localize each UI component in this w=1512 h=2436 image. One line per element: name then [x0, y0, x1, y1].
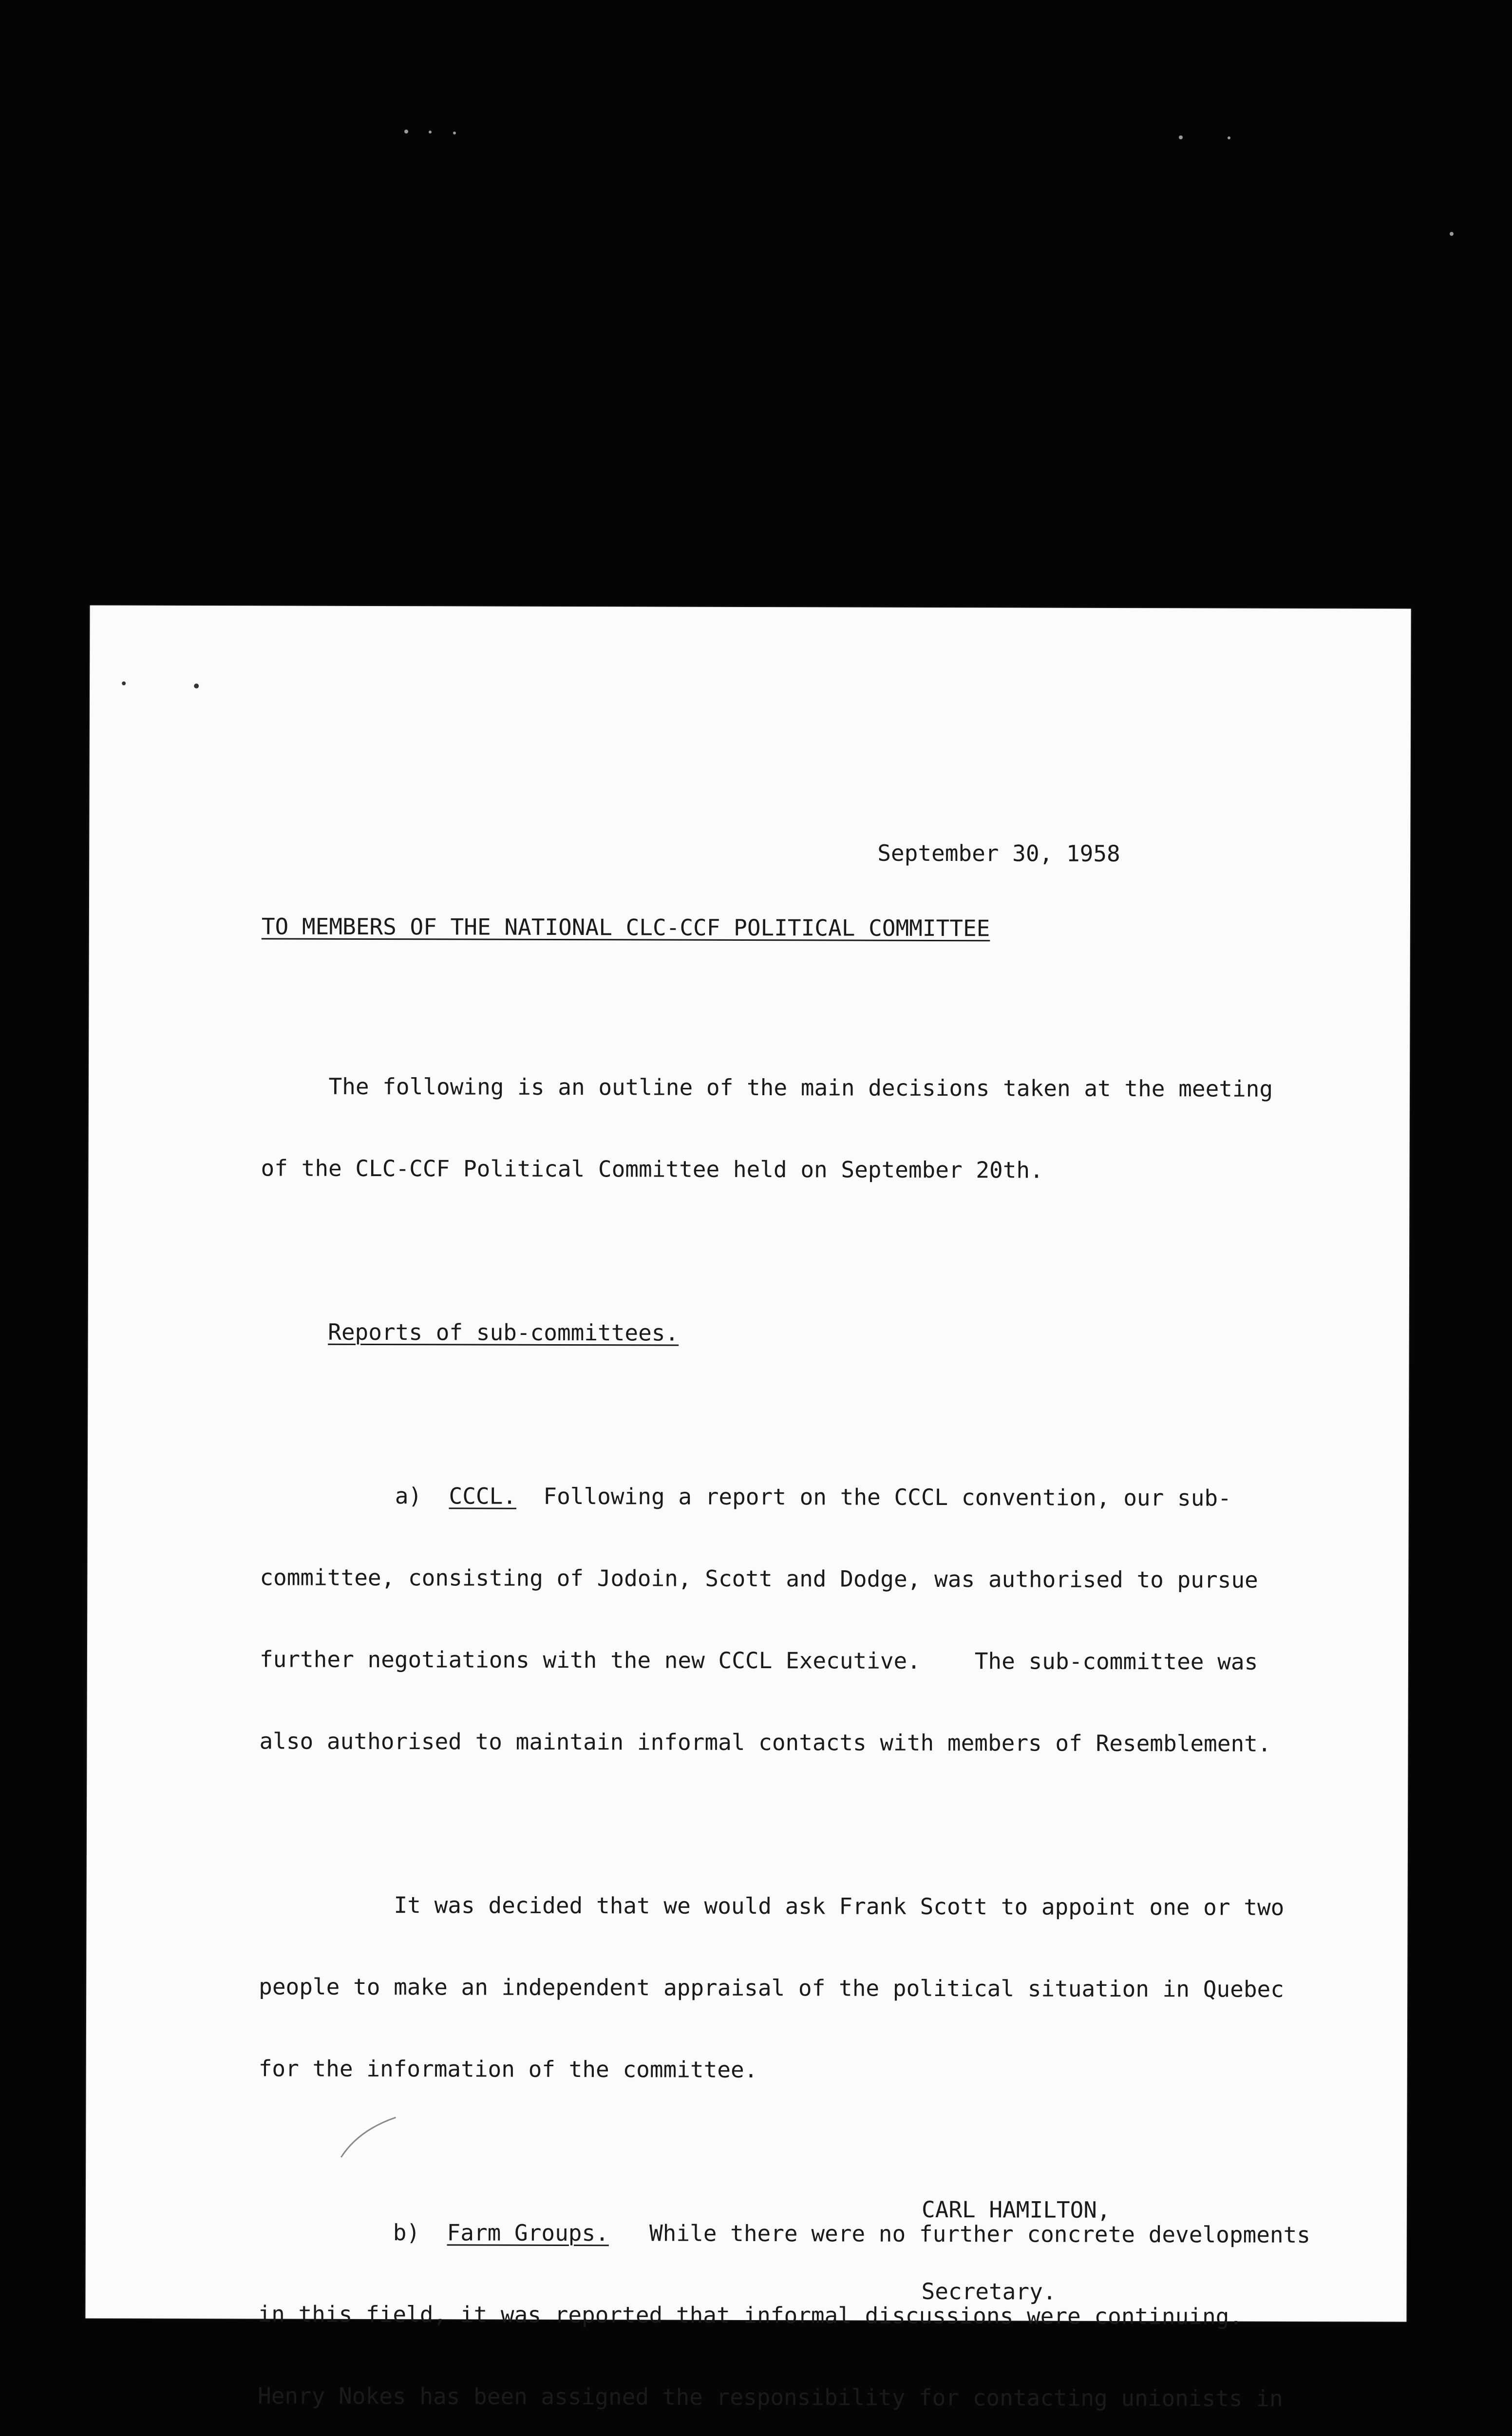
letter-addressee: TO MEMBERS OF THE NATIONAL CLC-CCF POLITICAL COMMITTEE	[261, 913, 990, 942]
page-speck	[194, 684, 199, 688]
signature-title: Secretary.	[921, 2278, 1057, 2305]
body-line: in this field, it was reported that informal discussions were continuing.	[258, 2301, 1243, 2330]
section-heading-reports: Reports of sub-committees.	[328, 1318, 679, 1346]
film-speck	[1228, 136, 1230, 139]
page-speck	[122, 682, 126, 685]
film-speck	[1179, 135, 1183, 139]
letter-page	[85, 605, 1411, 2412]
pen-stroke-mark	[339, 2115, 397, 2159]
body-line: of the CLC-CCF Political Committee held on September 20th.	[261, 1155, 1043, 1183]
item-cccl: a) CCCL. Following a report on the CCCL convention, our sub-	[260, 1482, 1231, 1511]
film-speck	[429, 131, 432, 133]
body-line: people to make an independent appraisal of the political situation in Quebec	[259, 1973, 1285, 2002]
body-line: further negotiations with the new CCCL Executive. The sub-committee was	[259, 1646, 1258, 1675]
film-speck	[453, 132, 456, 134]
signature-block	[921, 2141, 1111, 2360]
body-line: committee, consisting of Jodoin, Scott and Dodge, was authorised to pursue	[260, 1564, 1258, 1593]
item-title: CCCL.	[449, 1483, 517, 1509]
body-line: It was decided that we would ask Frank Scott to appoint one or two	[259, 1891, 1285, 1921]
body-line: The following is an outline of the main decisions taken at the meeting	[261, 1073, 1273, 1102]
letter-date: September 30, 1958	[877, 839, 1120, 867]
signature-name: CARL HAMILTON,	[921, 2196, 1111, 2223]
letter-body	[253, 1018, 1314, 2436]
body-line: also authorised to maintain informal contacts with members of Resemblement.	[259, 1728, 1271, 1757]
item-title: Farm Groups.	[447, 2219, 609, 2246]
film-speck	[1450, 232, 1454, 236]
body-line: Henry Nokes has been assigned the responsibility for contacting unionists in	[257, 2382, 1283, 2412]
film-speck	[404, 130, 408, 133]
body-line: for the information of the committee.	[258, 2055, 758, 2083]
item-farm-groups: b) Farm Groups. While there were no further concrete developments	[258, 2219, 1311, 2248]
